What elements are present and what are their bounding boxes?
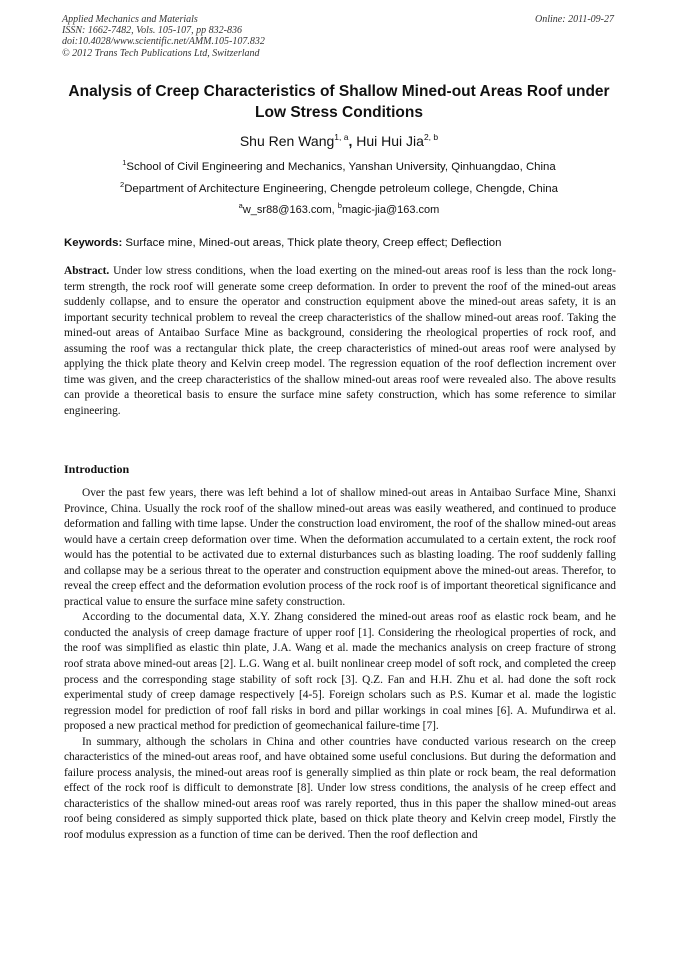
keywords-label: Keywords: <box>64 237 123 249</box>
author-superscript: 1, a <box>334 132 349 142</box>
email-address[interactable]: magic-jia@163.com <box>341 204 440 216</box>
online-date: Online: 2011-09-27 <box>535 14 614 25</box>
email-line <box>62 201 616 216</box>
email-superscript: a <box>238 201 243 210</box>
author-line <box>62 132 616 149</box>
affiliation-text: School of Civil Engineering and Mechanics, Yanshan University, Qinhuangdao, China <box>126 161 556 173</box>
keywords <box>64 237 618 249</box>
abstract-label: Abstract. <box>64 265 110 277</box>
affiliation-text: Department of Architecture Engineering, Chengde petroleum college, Chengde, China <box>124 183 558 195</box>
affiliation-superscript: 2 <box>120 180 125 189</box>
email-superscript: b <box>337 201 342 210</box>
paragraph: According to the documental data, X.Y. Zhang considered the mined-out areas roof as elastic rock beam, and he conducted the analysis of creep damage fracture of upper roof [1]. Considering the rheological properties of rock, and the roof was simplified as elastic thin plate, J.A. Wang et al. made the mechanics analysis on creep fracture of strong roof strata above mined-out areas [2]. L.G. Wang et al. built nonlinear creep model of soft rock, and completed the creep process and the corresponding stage stability of soft rock [3]. Q.Z. Fan and H.H. Zhu et al. had done the soft rock experimental study of creep damage respectively [4-5]. Foreign scholars such as P.S. Kumar et al. made the logistic regression model for prediction of roof fall risks in bord and pillar workings in coal mines [6]. A. Mufundirwa et al. proposed a new practical method for prediction of geomechanical failure-time [7]. <box>64 611 616 733</box>
paper-title: Analysis of Creep Characteristics of Shallow Mined-out Areas Roof under Low Stress Conditions <box>68 83 610 121</box>
journal-name: Applied Mechanics and Materials <box>62 14 198 25</box>
copyright-line: © 2012 Trans Tech Publications Ltd, Switzerland <box>62 47 260 59</box>
author-separator: , <box>348 133 357 149</box>
author-name: Shu Ren Wang <box>239 133 335 149</box>
introduction-body <box>64 486 616 844</box>
keywords-text: Surface mine, Mined-out areas, Thick plate theory, Creep effect; Deflection <box>122 237 502 249</box>
abstract-text: Under low stress conditions, when the load exerting on the mined-out areas roof is less than the rock long-term strength, the rock roof will generate some creep deformation. In order to prevent the roof of the mined-out areas suddenly collapse, and to ensure the operator and construction equipment above the mined-out areas safety, it is an important security technical problem to reveal the creep characteristics of the shallow mined-out areas roof. Taking the mined-out areas of Antaibao Surface Mine as background, considering the rheological properties of rock roof, and assuming the roof was a rectangular thick plate, the creep characteristics of mined-out areas roof were analysed by applying the thick plate theory and Kelvin creep model. The regression equation of the roof deflection increment over time was given, and the creep characteristics of the shallow mined-out areas roof were revealed also. The above results can provide a theoretical basis to ensure the surface mine safety construction, which has some reference to similar engineering. <box>64 265 616 417</box>
affiliation-1 <box>62 158 616 173</box>
author-name: Hui Hui Jia <box>356 133 424 149</box>
paragraph: Over the past few years, there was left behind a lot of shallow mined-out areas in Antaibao Surface Mine, Shanxi Province, China. Usually the rock roof of the shallow mined-out areas was easily weathered, and continued to produce deformation and falling with time lapse. Under the construction load enviroment, the roof of the shallow mined-out areas would have a certain creep deformation over time. When the deformation accumulated to a certain extent, the rock roof would has the potential to be activated due to external disturbances such as blasting loading. The roof suddenly falling and collapse may be a serious threat to the operater and construction equipment above the mined-out areas. Therefor, to reveal the creep effect and the deformation evolution process of the rock roof is of important theoretical significance and practical value to ensure the surface mine safety construction. <box>64 487 616 608</box>
doi-line[interactable]: doi:10.4028/www.scientific.net/AMM.105-107.832 <box>62 36 265 48</box>
author-superscript: 2, b <box>423 132 439 142</box>
issn-line: ISSN: 1662-7482, Vols. 105-107, pp 832-836 <box>62 25 242 37</box>
journal-meta <box>62 14 265 59</box>
abstract <box>64 264 616 419</box>
affiliation-2 <box>62 180 616 195</box>
section-heading-introduction: Introduction <box>64 462 130 476</box>
affiliation-superscript: 1 <box>122 158 127 167</box>
paragraph: In summary, although the scholars in China and other countries have conducted various research on the creep characteristics of the mined-out areas roof, and have obtained some useful conclusions. But during the deformation and failure process analysis, the mined-out areas roof is generally simplied as thin plate or rock beam, the real deformation effect of the rock roof is difficult to demonstrate [8]. Under low stress conditions, the analysis of he creep effect and characteristics of the shallow mined-out areas roof was rarely reported, thus in this paper the shallow mined-out areas roof being considered as simply supported thick plate, based on thick plate theory and Kelvin creep model, Firstly the roof modulus expression as a function of time can be derived. Then the roof deflection and <box>64 735 616 842</box>
email-address[interactable]: w_sr88@163.com, <box>242 204 338 216</box>
